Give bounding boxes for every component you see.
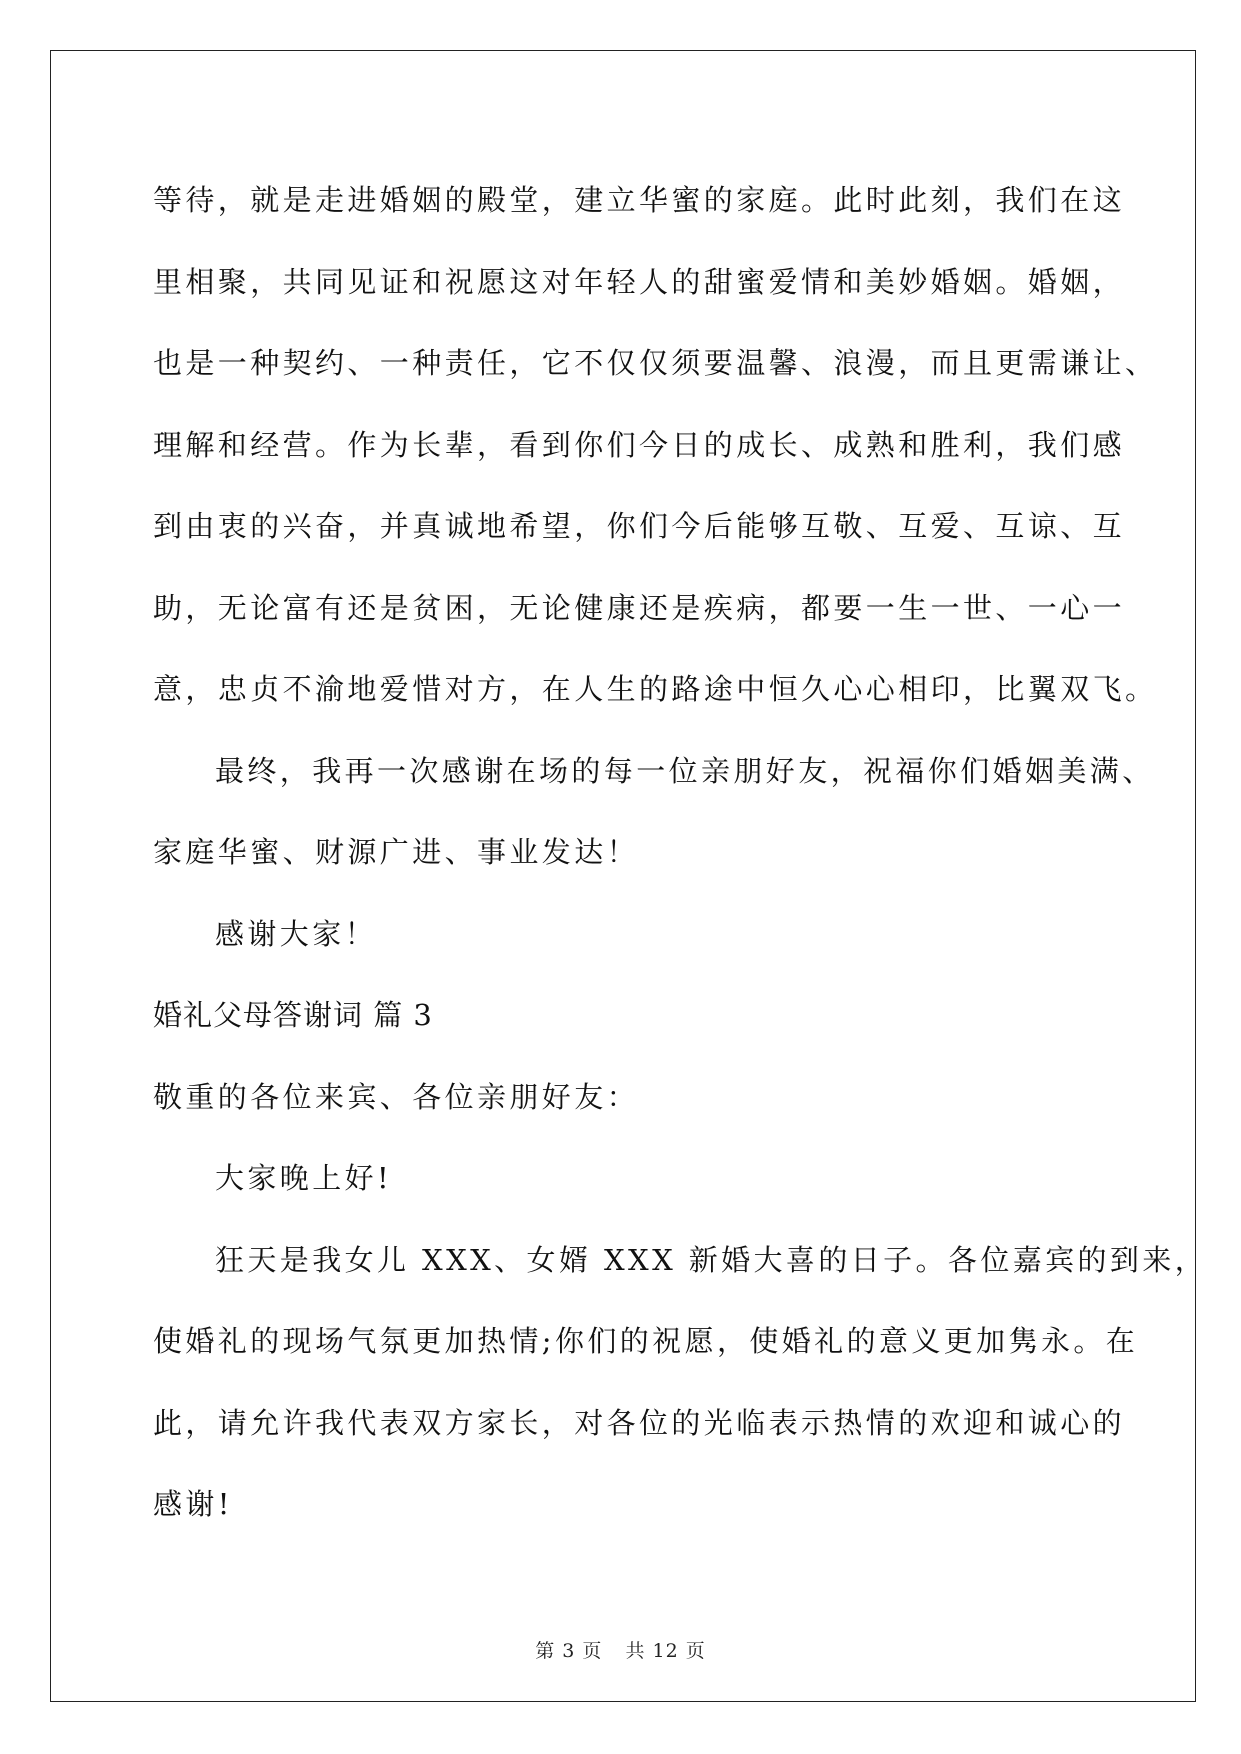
salutation-line: 敬重的各位来宾、各位亲朋好友： <box>153 1079 640 1114</box>
paragraph-start-line: 狂天是我女儿 XXX、女婿 XXX 新婚大喜的日子。各位嘉宾的到来， <box>215 1242 1208 1277</box>
paragraph-start-line: 感谢大家！ <box>215 916 378 951</box>
text-line: 使婚礼的现场气氛更加热情;你们的祝愿，使婚礼的意义更加隽永。在 <box>153 1324 1139 1358</box>
page-footer <box>0 1636 1241 1663</box>
text-line: 家庭华蜜、财源广进、事业发达！ <box>153 835 640 869</box>
text-line: 此，请允许我代表双方家长，对各位的光临表示热情的欢迎和诚心的 <box>153 1405 1126 1440</box>
page-number-current: 第 3 页 <box>535 1640 603 1662</box>
text-line: 感谢! <box>153 1487 233 1521</box>
paragraph-start-line: 最终，我再一次感谢在场的每一位亲朋好友，祝福你们婚姻美满、 <box>215 753 1155 788</box>
greeting-line: 大家晚上好! <box>215 1161 393 1195</box>
text-line: 理解和经营。作为长辈，看到你们今日的成长、成熟和胜利，我们感 <box>153 427 1126 462</box>
text-line: 到由衷的兴奋，并真诚地希望，你们今后能够互敬、互爱、互谅、互 <box>153 509 1126 543</box>
page-number-total: 共 12 页 <box>625 1640 706 1662</box>
text-line: 等待，就是走进婚姻的殿堂，建立华蜜的家庭。此时此刻，我们在这 <box>153 183 1126 217</box>
section-heading: 婚礼父母答谢词 篇 3 <box>153 998 433 1032</box>
document-body <box>153 160 1208 1546</box>
text-line: 里相聚，共同见证和祝愿这对年轻人的甜蜜爱情和美妙婚姻。婚姻， <box>153 264 1126 299</box>
text-line: 也是一种契约、一种责任，它不仅仅须要温馨、浪漫，而且更需谦让、 <box>153 346 1158 380</box>
text-line: 助，无论富有还是贫困，无论健康还是疾病，都要一生一世、一心一 <box>153 590 1126 625</box>
text-line: 意，忠贞不渝地爱惜对方，在人生的路途中恒久心心相印，比翼双飞。 <box>153 672 1158 706</box>
